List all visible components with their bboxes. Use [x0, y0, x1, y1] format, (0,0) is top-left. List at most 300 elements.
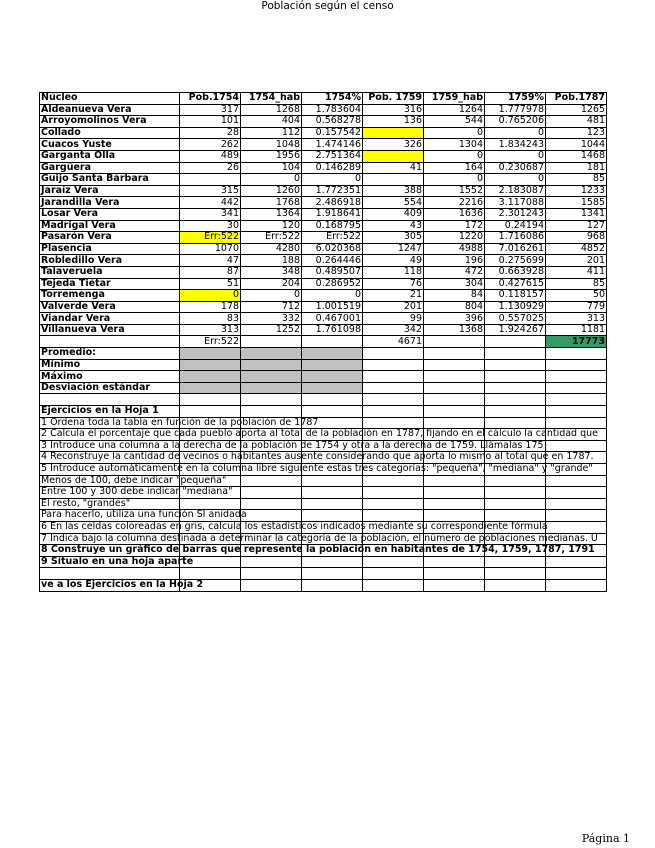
exercise-text-cell[interactable]	[40, 555, 194, 568]
empty-cell[interactable]	[424, 556, 485, 568]
empty-cell[interactable]	[546, 568, 607, 580]
stat-value-cell[interactable]	[180, 382, 241, 394]
empty-cell[interactable]	[363, 371, 424, 383]
value-cell[interactable]: 112	[241, 127, 302, 139]
value-cell[interactable]: 804	[424, 301, 485, 313]
empty-cell[interactable]	[363, 394, 424, 406]
value-cell[interactable]: 47	[180, 255, 241, 267]
value-cell[interactable]: 51	[180, 278, 241, 290]
value-cell[interactable]: 0.168795	[302, 220, 363, 232]
stat-value-cell[interactable]	[302, 382, 363, 394]
value-cell[interactable]: 1220	[424, 232, 485, 244]
empty-cell[interactable]	[485, 475, 546, 487]
empty-cell[interactable]	[424, 359, 485, 371]
town-name-cell[interactable]: Guijo Santa Bárbara	[40, 174, 180, 186]
empty-cell[interactable]	[546, 406, 607, 418]
empty-cell[interactable]	[424, 510, 485, 522]
empty-cell[interactable]	[424, 382, 485, 394]
empty-cell[interactable]	[424, 498, 485, 510]
empty-cell[interactable]	[241, 487, 302, 499]
value-cell[interactable]: 30	[180, 220, 241, 232]
empty-cell[interactable]	[180, 498, 241, 510]
empty-cell[interactable]	[241, 475, 302, 487]
town-name-cell[interactable]: Cuacos Yuste	[40, 139, 180, 151]
value-cell[interactable]: 26	[180, 162, 241, 174]
value-cell[interactable]: 0	[241, 174, 302, 186]
value-cell[interactable]: 0.568278	[302, 116, 363, 128]
empty-cell[interactable]	[485, 498, 546, 510]
value-cell[interactable]: 262	[180, 139, 241, 151]
value-cell[interactable]: 442	[180, 197, 241, 209]
empty-cell[interactable]	[241, 336, 302, 348]
empty-cell[interactable]	[546, 348, 607, 360]
exercise-heading-cell[interactable]: Ejercicios en la Hoja 1	[40, 406, 180, 418]
empty-cell[interactable]	[241, 579, 302, 591]
empty-cell[interactable]	[424, 417, 485, 429]
empty-cell[interactable]	[485, 394, 546, 406]
value-cell[interactable]: 1.761098	[302, 324, 363, 336]
empty-cell[interactable]	[363, 359, 424, 371]
empty-cell[interactable]	[424, 348, 485, 360]
value-cell[interactable]: 1252	[241, 324, 302, 336]
town-name-cell[interactable]: Gargüera	[40, 162, 180, 174]
value-cell[interactable]: 0.427615	[485, 278, 546, 290]
empty-cell[interactable]	[241, 498, 302, 510]
column-header[interactable]: Pob.1787	[546, 93, 607, 105]
stat-value-cell[interactable]	[180, 348, 241, 360]
town-name-cell[interactable]: Aldeanueva Vera	[40, 104, 180, 116]
stat-label-cell[interactable]: Máximo	[40, 371, 180, 383]
value-cell[interactable]: 1364	[241, 208, 302, 220]
exercise-text-cell[interactable]	[40, 578, 204, 591]
empty-cell[interactable]	[546, 487, 607, 499]
value-cell[interactable]: 1.834243	[485, 139, 546, 151]
empty-cell[interactable]	[546, 382, 607, 394]
value-cell[interactable]: 0.467001	[302, 313, 363, 325]
value-cell[interactable]: 0.275699	[485, 255, 546, 267]
column-header[interactable]: 1759%	[485, 93, 546, 105]
value-cell[interactable]: 164	[424, 162, 485, 174]
empty-cell[interactable]	[424, 394, 485, 406]
town-name-cell[interactable]: Robledillo Vera	[40, 255, 180, 267]
value-cell[interactable]: 1.130929	[485, 301, 546, 313]
value-cell[interactable]: 0.157542	[302, 127, 363, 139]
stat-label-cell[interactable]: Mínimo	[40, 359, 180, 371]
value-cell[interactable]: 0	[302, 174, 363, 186]
empty-cell[interactable]	[424, 579, 485, 591]
spreadsheet-table	[39, 92, 607, 592]
value-cell[interactable]: 332	[241, 313, 302, 325]
value-cell[interactable]: 43	[363, 220, 424, 232]
town-name-cell[interactable]: Valverde Vera	[40, 301, 180, 313]
empty-cell[interactable]	[546, 359, 607, 371]
value-cell[interactable]: 99	[363, 313, 424, 325]
value-cell[interactable]: 1.918641	[302, 208, 363, 220]
empty-cell[interactable]	[424, 336, 485, 348]
value-cell[interactable]: 1268	[241, 104, 302, 116]
empty-cell[interactable]	[302, 475, 363, 487]
value-cell[interactable]: 6.020368	[302, 243, 363, 255]
value-cell[interactable]: 1304	[424, 139, 485, 151]
value-cell[interactable]: 313	[546, 313, 607, 325]
value-cell[interactable]: 968	[546, 232, 607, 244]
table-row	[40, 104, 607, 116]
value-cell[interactable]: 1044	[546, 139, 607, 151]
stat-value-cell[interactable]	[302, 348, 363, 360]
value-cell[interactable]: 341	[180, 208, 241, 220]
total-1787-cell[interactable]: 17773	[546, 336, 607, 348]
stat-value-cell[interactable]	[302, 359, 363, 371]
empty-cell[interactable]	[302, 406, 363, 418]
value-cell[interactable]: 1768	[241, 197, 302, 209]
empty-cell[interactable]	[241, 556, 302, 568]
exercise-text-cell[interactable]	[40, 520, 548, 533]
value-cell[interactable]: 0	[241, 290, 302, 302]
value-cell[interactable]: 315	[180, 185, 241, 197]
value-cell[interactable]: 201	[363, 301, 424, 313]
stat-value-cell[interactable]	[180, 359, 241, 371]
value-cell[interactable]: 2.486918	[302, 197, 363, 209]
empty-cell[interactable]	[363, 382, 424, 394]
value-cell[interactable]: 0	[302, 290, 363, 302]
value-cell[interactable]: 1181	[546, 324, 607, 336]
empty-cell[interactable]	[180, 406, 241, 418]
exercise-row	[40, 533, 607, 545]
value-cell[interactable]: 1.001519	[302, 301, 363, 313]
column-header[interactable]: 1754_hab	[241, 93, 302, 105]
empty-cell[interactable]	[424, 568, 485, 580]
value-cell[interactable]: 84	[424, 290, 485, 302]
value-cell[interactable]: 304	[424, 278, 485, 290]
value-cell[interactable]: 50	[546, 290, 607, 302]
empty-cell[interactable]	[424, 487, 485, 499]
stat-value-cell[interactable]	[241, 348, 302, 360]
exercise-text-cell[interactable]	[40, 498, 180, 510]
empty-cell[interactable]	[424, 475, 485, 487]
empty-cell[interactable]	[546, 371, 607, 383]
town-name-cell[interactable]: Talaveruela	[40, 266, 180, 278]
value-cell[interactable]: 0.264446	[302, 255, 363, 267]
empty-cell[interactable]	[363, 556, 424, 568]
value-cell[interactable]: 4852	[546, 243, 607, 255]
value-cell[interactable]: Err:522	[302, 232, 363, 244]
value-cell[interactable]: 21	[363, 290, 424, 302]
value-cell[interactable]: 1341	[546, 208, 607, 220]
value-cell[interactable]: 0.765206	[485, 116, 546, 128]
stat-value-cell[interactable]	[241, 382, 302, 394]
stat-label-cell[interactable]: Promedio:	[40, 348, 180, 360]
empty-cell[interactable]	[241, 510, 302, 522]
value-cell[interactable]: Err:522	[241, 232, 302, 244]
town-name-cell[interactable]: Tejeda Tiétar	[40, 278, 180, 290]
empty-cell[interactable]	[363, 579, 424, 591]
value-cell[interactable]: 85	[546, 278, 607, 290]
value-cell[interactable]: 0.286952	[302, 278, 363, 290]
stat-value-cell[interactable]	[302, 371, 363, 383]
value-cell[interactable]: 4280	[241, 243, 302, 255]
town-name-cell[interactable]: Villanueva Vera	[40, 324, 180, 336]
value-cell[interactable]: 0	[485, 174, 546, 186]
value-cell[interactable]: 1264	[424, 104, 485, 116]
value-cell[interactable]: 316	[363, 104, 424, 116]
empty-cell[interactable]	[40, 336, 180, 348]
exercise-text-cell[interactable]	[40, 416, 319, 429]
empty-cell[interactable]	[546, 579, 607, 591]
value-cell[interactable]: 204	[241, 278, 302, 290]
town-name-cell[interactable]: Torremenga	[40, 290, 180, 302]
empty-cell[interactable]	[40, 394, 180, 406]
exercise-text-cell[interactable]	[40, 463, 593, 476]
exercise-text-cell[interactable]	[40, 532, 598, 545]
empty-cell[interactable]	[363, 406, 424, 418]
total-1754-cell[interactable]: Err:522	[180, 336, 241, 348]
empty-cell[interactable]	[485, 359, 546, 371]
exercise-text: 6 En las celdas coloreadas en gris, calcula los estadísticos indicados mediante su correspondiente fórmula	[41, 520, 548, 532]
value-cell[interactable]: 1265	[546, 104, 607, 116]
empty-cell[interactable]	[485, 382, 546, 394]
value-cell[interactable]: 188	[241, 255, 302, 267]
empty-cell[interactable]	[485, 336, 546, 348]
value-cell[interactable]: 326	[363, 139, 424, 151]
value-cell[interactable]: 87	[180, 266, 241, 278]
value-cell[interactable]: 388	[363, 185, 424, 197]
town-name-cell[interactable]: Plasencia	[40, 243, 180, 255]
value-cell[interactable]: 3.117088	[485, 197, 546, 209]
table-row	[40, 243, 607, 255]
stat-label-cell[interactable]: Desviación estándar	[40, 382, 180, 394]
empty-cell[interactable]	[302, 568, 363, 580]
empty-cell[interactable]	[546, 475, 607, 487]
value-cell[interactable]: 172	[424, 220, 485, 232]
empty-cell[interactable]	[546, 440, 607, 452]
town-name-cell[interactable]: Garganta Olla	[40, 150, 180, 162]
value-cell[interactable]: 0.663928	[485, 266, 546, 278]
exercise-text-cell[interactable]	[40, 439, 544, 452]
value-cell[interactable]: 489	[180, 150, 241, 162]
value-cell[interactable]: 1585	[546, 197, 607, 209]
value-cell[interactable]: 0	[424, 150, 485, 162]
empty-cell[interactable]	[363, 348, 424, 360]
value-cell[interactable]: 0	[424, 127, 485, 139]
value-cell[interactable]: 481	[546, 116, 607, 128]
value-cell[interactable]: 472	[424, 266, 485, 278]
exercise-text-cell[interactable]	[40, 474, 227, 487]
value-cell[interactable]: 779	[546, 301, 607, 313]
value-cell[interactable]: 136	[363, 116, 424, 128]
value-cell[interactable]: 1.772351	[302, 185, 363, 197]
value-cell[interactable]: 1233	[546, 185, 607, 197]
value-cell[interactable]: 196	[424, 255, 485, 267]
value-cell[interactable]: 0	[485, 127, 546, 139]
column-header[interactable]: Pob.1754	[180, 93, 241, 105]
value-cell[interactable]: 2216	[424, 197, 485, 209]
town-name-cell[interactable]: Jaraíz Vera	[40, 185, 180, 197]
table-row	[40, 127, 607, 139]
empty-cell[interactable]	[485, 348, 546, 360]
value-cell[interactable]: 127	[546, 220, 607, 232]
value-cell[interactable]: 1368	[424, 324, 485, 336]
stats-row	[40, 359, 607, 371]
value-cell[interactable]: 554	[363, 197, 424, 209]
value-cell[interactable]: 313	[180, 324, 241, 336]
value-cell[interactable]: 0.24194	[485, 220, 546, 232]
empty-cell[interactable]	[302, 394, 363, 406]
value-cell[interactable]: 0.230687	[485, 162, 546, 174]
exercise-text: 5 Introduce automáticamente en la columna libre siguiente estas tres categorías: "pequeña", "mediana" y "grande"	[41, 463, 593, 474]
exercise-row	[40, 429, 607, 441]
empty-cell[interactable]	[485, 371, 546, 383]
town-name-cell[interactable]: Arroyomolinos Vera	[40, 116, 180, 128]
empty-cell[interactable]	[546, 498, 607, 510]
empty-cell[interactable]	[363, 475, 424, 487]
empty-cell[interactable]	[363, 417, 424, 429]
empty-cell[interactable]	[241, 394, 302, 406]
value-cell[interactable]: 1247	[363, 243, 424, 255]
value-cell[interactable]: 404	[241, 116, 302, 128]
empty-cell[interactable]	[241, 568, 302, 580]
empty-cell[interactable]	[546, 521, 607, 533]
value-cell[interactable]: 1.777978	[485, 104, 546, 116]
value-cell[interactable]: 2.183087	[485, 185, 546, 197]
value-cell[interactable]	[363, 150, 424, 162]
empty-cell[interactable]	[302, 556, 363, 568]
exercise-text-cell[interactable]	[40, 428, 599, 441]
empty-cell[interactable]	[546, 556, 607, 568]
value-cell[interactable]: 83	[180, 313, 241, 325]
stat-value-cell[interactable]	[180, 371, 241, 383]
value-cell[interactable]: 396	[424, 313, 485, 325]
column-header[interactable]: Núcleo	[40, 93, 180, 105]
empty-cell[interactable]	[363, 510, 424, 522]
exercise-text-cell[interactable]	[40, 486, 233, 499]
value-cell[interactable]: 1552	[424, 185, 485, 197]
value-cell[interactable]: 178	[180, 301, 241, 313]
value-cell[interactable]: Err:522	[180, 232, 241, 244]
empty-cell[interactable]	[485, 487, 546, 499]
table-row	[40, 162, 607, 174]
value-cell[interactable]: 1636	[424, 208, 485, 220]
value-cell[interactable]: 1070	[180, 243, 241, 255]
value-cell[interactable]: 317	[180, 104, 241, 116]
value-cell[interactable]: 181	[546, 162, 607, 174]
empty-cell[interactable]	[363, 498, 424, 510]
empty-cell[interactable]	[485, 417, 546, 429]
value-cell[interactable]: 7.016261	[485, 243, 546, 255]
value-cell[interactable]: 1.474146	[302, 139, 363, 151]
value-cell[interactable]: 120	[241, 220, 302, 232]
value-cell[interactable]: 712	[241, 301, 302, 313]
value-cell[interactable]: 118	[363, 266, 424, 278]
empty-cell[interactable]	[302, 579, 363, 591]
empty-cell[interactable]	[546, 394, 607, 406]
value-cell[interactable]: 85	[546, 174, 607, 186]
value-cell[interactable]: 0.146289	[302, 162, 363, 174]
value-cell[interactable]: 1048	[241, 139, 302, 151]
value-cell[interactable]	[363, 174, 424, 186]
value-cell[interactable]: 1.783604	[302, 104, 363, 116]
exercise-row	[40, 452, 607, 464]
value-cell[interactable]: 76	[363, 278, 424, 290]
value-cell[interactable]: 4988	[424, 243, 485, 255]
stat-value-cell[interactable]	[241, 359, 302, 371]
column-header[interactable]: 1754%	[302, 93, 363, 105]
empty-cell[interactable]	[302, 487, 363, 499]
town-name-cell[interactable]: Jarandilla Vera	[40, 197, 180, 209]
empty-cell[interactable]	[424, 406, 485, 418]
column-header[interactable]: 1759_hab	[424, 93, 485, 105]
value-cell[interactable]: 342	[363, 324, 424, 336]
empty-cell[interactable]	[485, 579, 546, 591]
value-cell[interactable]: 544	[424, 116, 485, 128]
empty-cell[interactable]	[241, 406, 302, 418]
empty-cell[interactable]	[485, 568, 546, 580]
empty-cell[interactable]	[302, 336, 363, 348]
empty-cell[interactable]	[363, 568, 424, 580]
value-cell[interactable]: 49	[363, 255, 424, 267]
value-cell[interactable]	[180, 174, 241, 186]
total-1759-cell[interactable]: 4671	[363, 336, 424, 348]
town-name-cell[interactable]: Viandar Vera	[40, 313, 180, 325]
exercise-text-cell[interactable]	[40, 451, 594, 464]
value-cell[interactable]: 0.489507	[302, 266, 363, 278]
town-name-cell[interactable]: Losar Vera	[40, 208, 180, 220]
exercise-text-cell[interactable]	[40, 509, 247, 522]
value-cell[interactable]	[363, 127, 424, 139]
value-cell[interactable]: 41	[363, 162, 424, 174]
stat-value-cell[interactable]	[241, 371, 302, 383]
value-cell[interactable]: 101	[180, 116, 241, 128]
empty-cell[interactable]	[180, 568, 241, 580]
value-cell[interactable]: 0	[180, 290, 241, 302]
exercise-text-cell[interactable]	[40, 544, 595, 557]
empty-cell[interactable]	[485, 510, 546, 522]
value-cell[interactable]: 305	[363, 232, 424, 244]
empty-cell[interactable]	[424, 371, 485, 383]
value-cell[interactable]: 201	[546, 255, 607, 267]
empty-cell[interactable]	[485, 406, 546, 418]
value-cell[interactable]: 0	[485, 150, 546, 162]
exercise-text-cell[interactable]	[40, 568, 180, 580]
value-cell[interactable]: 123	[546, 127, 607, 139]
column-header[interactable]: Pob. 1759	[363, 93, 424, 105]
value-cell[interactable]: 1260	[241, 185, 302, 197]
value-cell[interactable]: 0	[424, 174, 485, 186]
empty-cell[interactable]	[302, 510, 363, 522]
empty-cell[interactable]	[546, 417, 607, 429]
value-cell[interactable]: 0.118157	[485, 290, 546, 302]
value-cell[interactable]: 28	[180, 127, 241, 139]
value-cell[interactable]: 1.716086	[485, 232, 546, 244]
empty-cell[interactable]	[546, 510, 607, 522]
value-cell[interactable]: 2.751364	[302, 150, 363, 162]
value-cell[interactable]: 2.301243	[485, 208, 546, 220]
town-name-cell[interactable]: Pasarón Vera	[40, 232, 180, 244]
value-cell[interactable]: 1956	[241, 150, 302, 162]
value-cell[interactable]: 1468	[546, 150, 607, 162]
value-cell[interactable]: 411	[546, 266, 607, 278]
value-cell[interactable]: 104	[241, 162, 302, 174]
value-cell[interactable]: 409	[363, 208, 424, 220]
empty-cell[interactable]	[302, 498, 363, 510]
value-cell[interactable]: 0.557025	[485, 313, 546, 325]
empty-cell[interactable]	[485, 556, 546, 568]
value-cell[interactable]: 1.924267	[485, 324, 546, 336]
empty-cell[interactable]	[180, 394, 241, 406]
town-name-cell[interactable]: Madrigal Vera	[40, 220, 180, 232]
empty-cell[interactable]	[363, 487, 424, 499]
town-name-cell[interactable]: Collado	[40, 127, 180, 139]
value-cell[interactable]: 348	[241, 266, 302, 278]
